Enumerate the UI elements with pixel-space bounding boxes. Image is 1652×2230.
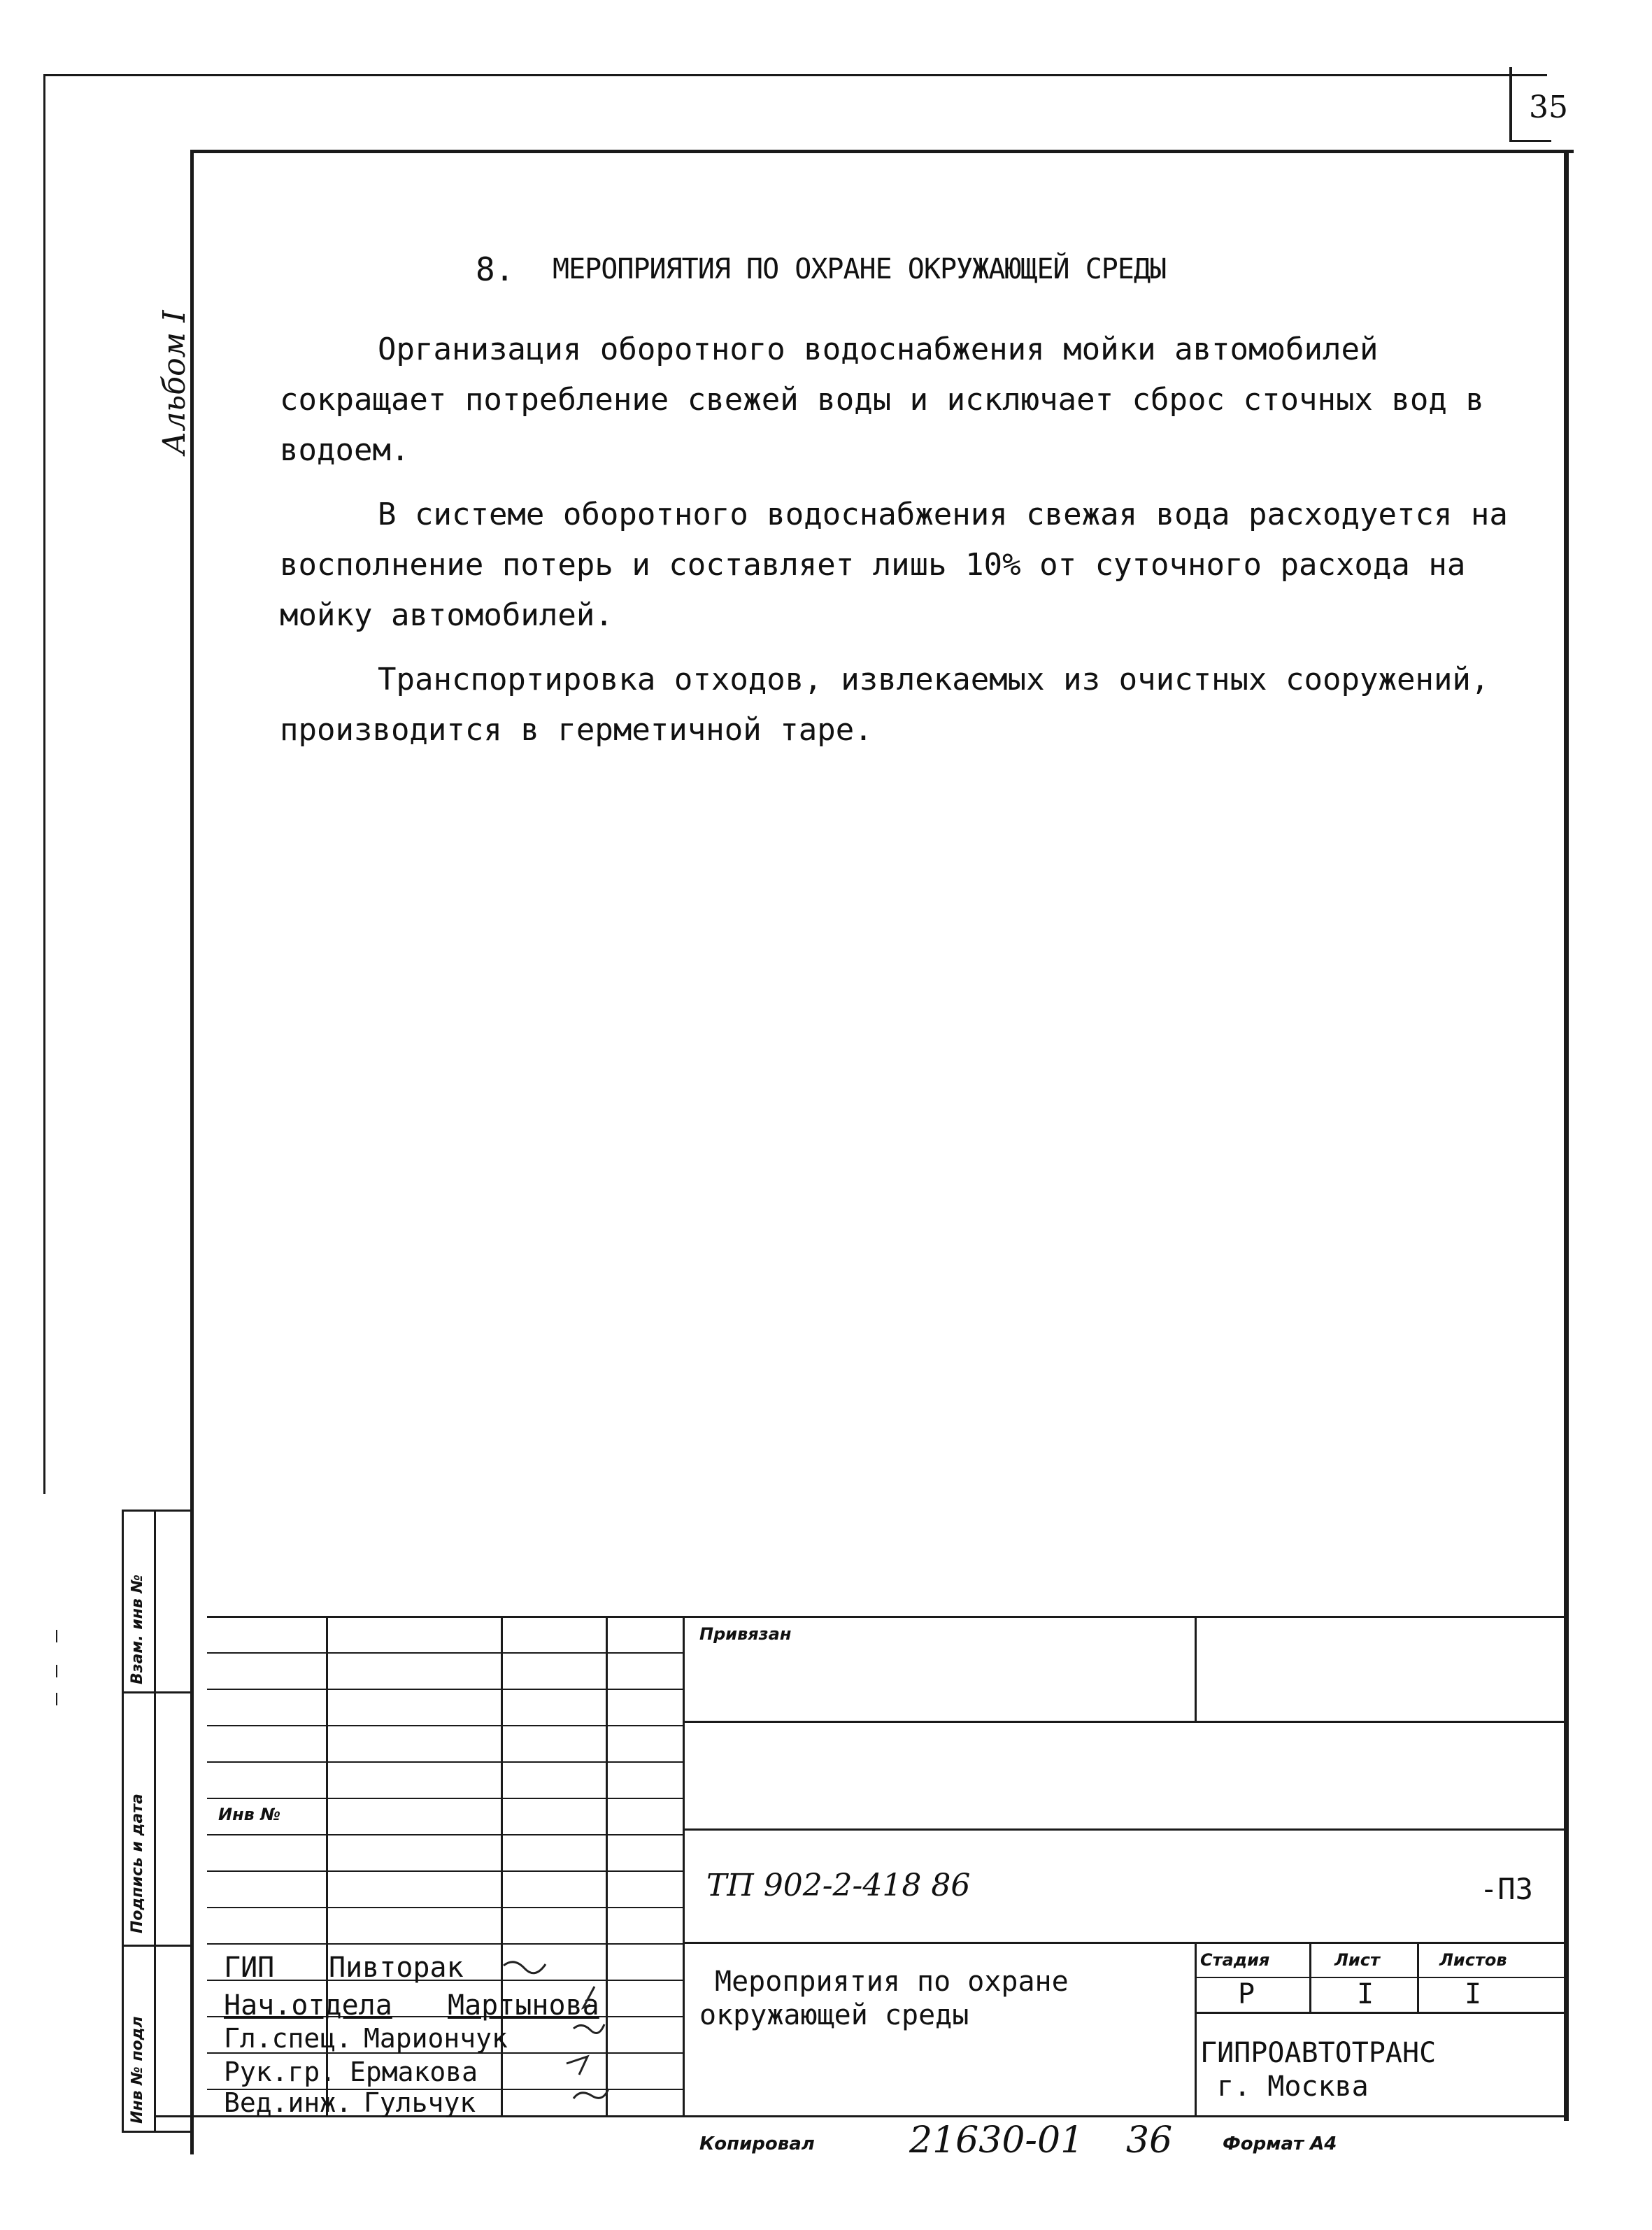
signatory-role-4: Рук.гр. xyxy=(224,2057,336,2087)
doc-suffix: -ПЗ xyxy=(1480,1872,1533,1906)
signatory-name-2: Мартынова xyxy=(448,1989,599,2022)
sheets-label: Листов xyxy=(1439,1950,1507,1970)
stage-label: Стадия xyxy=(1200,1950,1270,1970)
stage-value: Р xyxy=(1238,1978,1255,2010)
sheets-value: I xyxy=(1465,1978,1482,2010)
tb-row-1 xyxy=(207,1652,684,1654)
org-line2: г. Москва xyxy=(1217,2071,1369,2103)
side-stamp-sep1 xyxy=(122,1691,192,1693)
format-label: Формат А4 xyxy=(1223,2133,1337,2154)
privyazan-label: Привязан xyxy=(699,1624,792,1644)
margin-tick-2 xyxy=(56,1665,57,1677)
main-frame-right xyxy=(1564,150,1569,2121)
main-frame-top xyxy=(190,150,1574,153)
doc-title-line1: Мероприятия по охране xyxy=(715,1966,1069,1998)
org-line1: ГИПРОАВТОТРАНС xyxy=(1200,2037,1437,2069)
side-stamp-sep2 xyxy=(122,1945,192,1947)
album-label: Альбом I xyxy=(157,310,192,455)
tb-stage-col-1 xyxy=(1309,1942,1311,2013)
tb-row-2 xyxy=(207,1689,684,1690)
tb-col-4 xyxy=(683,1616,685,2117)
paragraph-3: Транспортировка отходов, извлекаемых из очистных сооружений, производится в герметичной таре. xyxy=(280,662,1490,748)
body-text xyxy=(280,325,1525,769)
tb-row-6 xyxy=(207,1834,684,1835)
side-inv-podl: Инв № подл xyxy=(129,2016,146,2124)
page-number: 35 xyxy=(1529,90,1568,125)
pagebox-bottom xyxy=(1509,140,1551,142)
tb-right-row-1 xyxy=(683,1721,1565,1723)
footer-page-number: 36 xyxy=(1126,2119,1173,2161)
tb-stage-col-left xyxy=(1195,1942,1197,2117)
margin-tick-3 xyxy=(56,1693,57,1705)
signatory-role-2: Нач.отдела xyxy=(224,1989,392,2022)
tb-row-8 xyxy=(207,1907,684,1908)
signature-marks xyxy=(490,1945,615,2119)
side-vzam-inv: Взам. инв № xyxy=(129,1574,146,1684)
tb-stage-col-2 xyxy=(1417,1942,1419,2013)
side-stamp-left xyxy=(122,1510,124,2132)
doc-title-line2: окружающей среды xyxy=(699,1999,969,2031)
tb-right-row-3 xyxy=(683,1942,1565,1944)
kopiroval-label: Копировал xyxy=(699,2133,815,2154)
signatory-role-3: Гл.спец. xyxy=(224,2023,353,2054)
outer-frame-top xyxy=(43,74,1547,76)
signatory-name-3: Мариончук xyxy=(364,2023,508,2054)
paragraph-2: В системе оборотного водоснабжения свежая вода расходуется на восполнение потерь и составляет лишь 10% от суточного расхода на мойку автомобилей. xyxy=(280,497,1508,633)
side-podpis-data: Подпись и дата xyxy=(129,1794,146,1933)
tb-stage-row-2 xyxy=(1195,2012,1565,2014)
sheet-label: Лист xyxy=(1334,1950,1380,1970)
paragraph-1: Организация оборотного водоснабжения мойки автомобилей сокращает потребление свежей воды и исключает сброс сточных вод в водоем. xyxy=(280,332,1484,468)
section-title: МЕРОПРИЯТИЯ ПО ОХРАНЕ ОКРУЖАЮЩЕЙ СРЕДЫ xyxy=(553,253,1167,285)
inv-label: Инв № xyxy=(218,1805,281,1824)
outer-frame-left xyxy=(43,74,45,1494)
section-number: 8. xyxy=(476,250,515,288)
signatory-role-1: ГИП xyxy=(224,1952,275,1984)
tb-right-row-2 xyxy=(683,1828,1565,1831)
signatory-role-5: Вед.инж. xyxy=(224,2087,353,2118)
side-stamp-top xyxy=(122,1510,192,1512)
doc-code: ТП 902-2-418 86 xyxy=(706,1868,971,1903)
tb-row-3 xyxy=(207,1725,684,1726)
tb-top xyxy=(207,1616,1565,1618)
tb-row-4 xyxy=(207,1761,684,1763)
signatory-name-4: Ермакова xyxy=(350,2057,478,2087)
signatory-name-1: Пивторак xyxy=(329,1952,464,1984)
side-stamp-divider xyxy=(154,1510,156,2132)
signatory-name-5: Гульчук xyxy=(364,2087,476,2118)
tb-row-7 xyxy=(207,1870,684,1872)
tb-privyazan-divider xyxy=(1195,1616,1197,1722)
tb-row-5 xyxy=(207,1798,684,1799)
copy-number: 21630-01 xyxy=(909,2119,1084,2161)
margin-tick-1 xyxy=(56,1630,57,1642)
pagebox-left xyxy=(1509,67,1512,141)
side-stamp-bottom xyxy=(122,2131,192,2133)
sheet-value: I xyxy=(1357,1978,1374,2010)
